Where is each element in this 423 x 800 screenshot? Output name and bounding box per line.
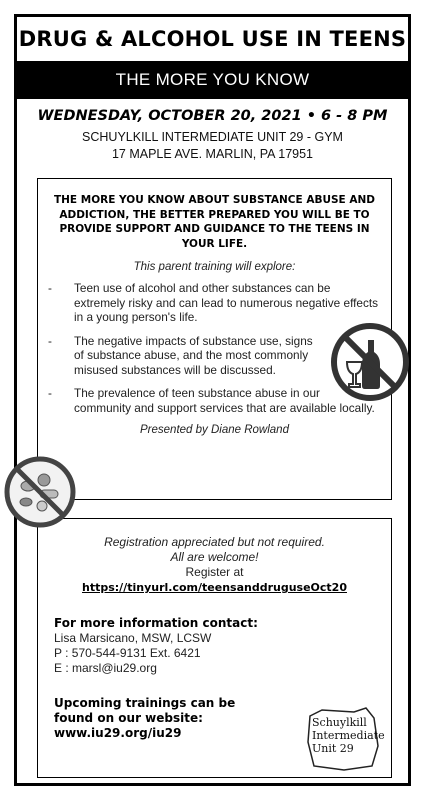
upcoming-line-1: Upcoming trainings can be [54, 696, 236, 710]
logo-line-3: Unit 29 [312, 742, 354, 755]
bullet-text: Teen use of alcohol and other substances can be extremely risky and can lead to numerous negative effects in a young person's life. [74, 281, 379, 324]
page-title: DRUG & ALCOHOL USE IN TEENS [18, 27, 407, 51]
bullet-marker: - [48, 333, 52, 348]
list-item [38, 281, 391, 325]
no-pills-icon [4, 456, 76, 528]
intro-text: THE MORE YOU KNOW ABOUT SUBSTANCE ABUSE AND ADDICTION, THE BETTER PREPARED YOU WILL BE TO PROVIDE SUPPORT AND GUIDANCE TO THE TEENS IN YOUR LIFE. [53, 194, 375, 250]
event-venue [17, 129, 408, 163]
contact-name: Lisa Marsicano, MSW, LCSW [54, 631, 212, 645]
website-link[interactable]: www.iu29.org/iu29 [54, 726, 182, 740]
registration-note: Registration appreciated but not required. [104, 535, 325, 549]
upcoming-line-2: found on our website: [54, 711, 203, 725]
contact-email[interactable]: E : marsl@iu29.org [54, 661, 157, 675]
schuylkill-iu29-logo [304, 706, 385, 772]
venue-line-2: 17 MAPLE AVE. MARLIN, PA 17951 [111, 147, 314, 161]
contact-heading: For more information contact: [54, 616, 258, 630]
explore-label: This parent training will explore: [133, 261, 296, 273]
venue-line-1: SCHUYLKILL INTERMEDIATE UNIT 29 - GYM [82, 130, 343, 144]
registration-info [38, 535, 391, 580]
presenter: Presented by Diane Rowland [140, 424, 289, 436]
no-alcohol-icon [330, 322, 410, 402]
logo-line-1: Schuylkill [312, 716, 367, 729]
subtitle-banner: THE MORE YOU KNOW [17, 61, 408, 99]
contact-info [54, 616, 391, 676]
bullet-text: The prevalence of teen substance abuse in our community and support services that are available locally. [74, 386, 375, 415]
event-date: WEDNESDAY, OCTOBER 20, 2021 • 6 - 8 PM [37, 108, 388, 124]
logo-line-2: Intermediate [312, 729, 385, 742]
register-label: Register at [185, 565, 244, 579]
bullet-marker: - [48, 386, 52, 400]
bullet-marker: - [48, 281, 52, 295]
welcome-note: All are welcome! [170, 550, 259, 564]
registration-link[interactable]: https://tinyurl.com/teensanddruguseOct20 [82, 581, 347, 594]
contact-phone: P : 570-544-9131 Ext. 6421 [54, 646, 201, 660]
bullet-text: The negative impacts of substance use, signs of substance abuse, and the most commonly misused substances will be discussed. [74, 333, 313, 377]
